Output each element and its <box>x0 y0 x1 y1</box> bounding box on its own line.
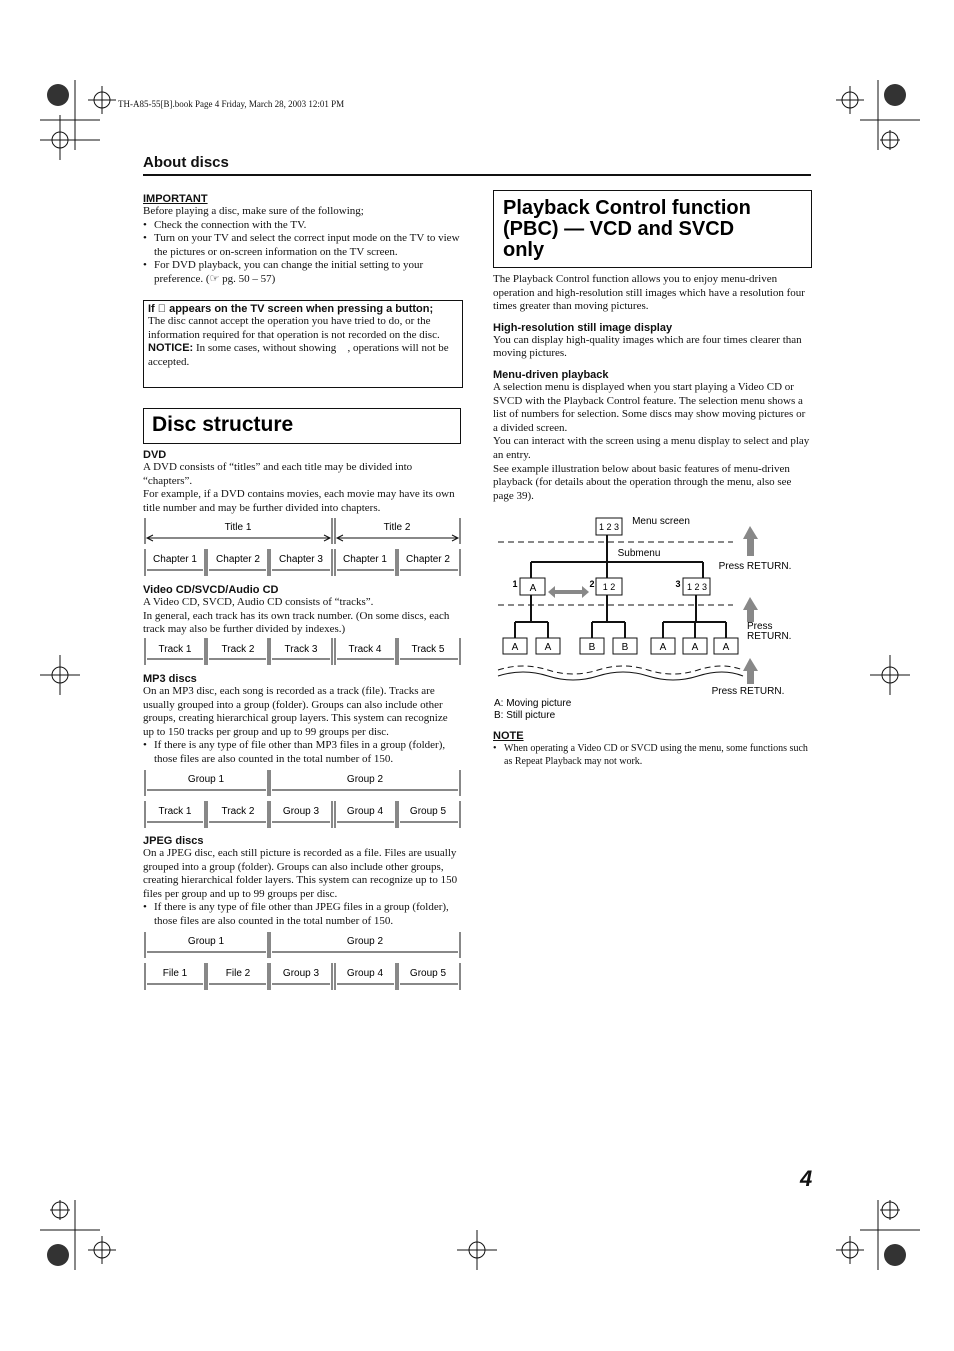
legend-a: A: Moving picture <box>494 698 572 709</box>
mp3-group-label: Group 1 <box>187 774 225 785</box>
jpeg-item-label: Group 5 <box>409 968 447 979</box>
dvd-p2: For example, if a DVD contains movies, each movie may have its own title number and may be further divided into chapters. <box>143 488 455 514</box>
note-text: • When operating a Video CD or SVCD using the menu, some functions such as Repeat Playback may not work. <box>504 742 811 768</box>
notice-label: NOTICE: <box>148 342 194 355</box>
vcd-track-label: Track 3 <box>284 644 318 655</box>
pbc-title-line: only <box>503 239 545 261</box>
jpeg-group-label: Group 2 <box>346 936 384 947</box>
submenu-digits: 1 2 <box>602 582 616 592</box>
menu-p3: See example illustration below about basic features of menu-driven playback (for details about the operation through the menu, also see page 39). <box>493 462 792 502</box>
menu-heading: Menu-driven playback <box>493 368 609 381</box>
press-return-label: Press <box>747 621 773 632</box>
page-number: 4 <box>800 1166 813 1191</box>
dvd-section <box>143 449 461 515</box>
jpeg-group-label: Group 1 <box>187 936 225 947</box>
vcd-track-label: Track 2 <box>221 644 255 655</box>
dvd-chapter-label: Chapter 2 <box>406 554 450 565</box>
note-section <box>493 730 811 768</box>
box-a-label: A <box>659 642 667 653</box>
vcd-track-label: Track 1 <box>158 644 192 655</box>
disc-structure-title-box <box>143 408 461 444</box>
dvd-chapter-label: Chapter 3 <box>279 554 323 565</box>
pbc-title-line: Playback Control function <box>503 197 751 219</box>
pbc-title-box <box>493 190 812 268</box>
mp3-item-label: Group 5 <box>409 806 447 817</box>
vcd-heading: Video CD/SVCD/Audio CD <box>143 584 279 596</box>
mp3-bullet: • If there is any type of file other than MP3 files in a group (folder), those files are also counted in the total number of 150. <box>154 739 461 766</box>
dvd-chapter-label: Chapter 2 <box>216 554 260 565</box>
mp3-heading: MP3 discs <box>143 673 197 685</box>
dvd-chapter-label: Chapter 1 <box>343 554 387 565</box>
important-heading: IMPORTANT <box>143 193 208 205</box>
hires-text: You can display high-quality images which are four times clearer than moving pictures. <box>493 333 802 360</box>
press-return-label: Press RETURN. <box>711 686 785 697</box>
box-b-label: B <box>588 642 596 653</box>
num-label: 1 <box>512 579 518 589</box>
num-label: 2 <box>589 579 595 589</box>
mp3-item-label: Group 3 <box>282 806 320 817</box>
file-info: TH-A85-55[B].book Page 4 Friday, March 28, 2003 12:01 PM <box>118 99 345 109</box>
num-label: 3 <box>675 579 681 589</box>
note-heading: NOTE <box>493 730 524 742</box>
box-b-label: B <box>621 642 629 653</box>
dvd-title-label: Title 1 <box>224 522 252 533</box>
pbc-title-line: (PBC) — VCD and SVCD <box>503 218 735 240</box>
notice-text: In some cases, without showing ⃠, operations will not be accepted. <box>148 342 449 368</box>
jpeg-heading: JPEG discs <box>143 835 204 847</box>
jpeg-item-label: File 1 <box>162 968 188 979</box>
vcd-section <box>143 584 461 637</box>
hires-heading: High-resolution still image display <box>493 321 673 334</box>
menu-screen-digits: 1 2 3 <box>598 522 620 532</box>
notice-box-title: If ⃠ appears on the TV screen when pressing a button; <box>148 303 434 315</box>
menu-screen-label: Menu screen <box>632 516 690 527</box>
important-item: • Turn on your TV and select the correct input mode on the TV to view the pictures or on-screen information on the TV screen. <box>154 232 461 259</box>
mp3-structure-diagram <box>143 770 463 830</box>
dvd-p1: A DVD consists of “titles” and each title may be divided into “chapters”. <box>143 461 413 487</box>
important-section <box>143 193 461 287</box>
vcd-track-label: Track 4 <box>348 644 382 655</box>
box-a-label: A <box>511 642 519 653</box>
vcd-structure-diagram <box>143 638 463 668</box>
jpeg-item-label: Group 4 <box>346 968 384 979</box>
box-a-label: A <box>544 642 552 653</box>
jpeg-item-label: Group 3 <box>282 968 320 979</box>
pbc-text <box>493 273 811 503</box>
pbc-intro: The Playback Control function allows you to enjoy menu-driven operation and high-resolution still images which have a resolution four times greater than moving pictures. <box>493 273 805 313</box>
jpeg-p1: On a JPEG disc, each still picture is recorded as a file. Files are usually grouped into a group (folder). Groups can also include other groups, creating hierarchical folder layers. This system can recognize up to 150 files per group and up to 99 groups per disc. <box>143 847 458 900</box>
vcd-track-label: Track 5 <box>411 644 445 655</box>
mp3-item-label: Track 2 <box>221 806 255 817</box>
notice-box-body: The disc cannot accept the operation you have tried to do, or the information required for that operation is not recorded on the disc. <box>148 315 440 341</box>
header-rule <box>143 174 811 176</box>
dvd-chapter-label: Chapter 1 <box>153 554 197 565</box>
jpeg-bullet: • If there is any type of file other than JPEG files in a group (folder), those files are also counted in the total number of 150. <box>154 901 461 928</box>
jpeg-section <box>143 835 461 929</box>
box-a-label: A <box>722 642 730 653</box>
pbc-diagram <box>493 512 811 722</box>
section-title: About discs <box>143 154 229 171</box>
important-intro: Before playing a disc, make sure of the following; <box>143 205 364 217</box>
mp3-item-label: Group 4 <box>346 806 384 817</box>
box-a-label: A <box>529 583 537 594</box>
jpeg-structure-diagram <box>143 932 463 992</box>
mp3-item-label: Track 1 <box>158 806 192 817</box>
vcd-p1: A Video CD, SVCD, Audio CD consists of “tracks”. <box>143 596 374 608</box>
notice-box <box>143 300 463 388</box>
jpeg-item-label: File 2 <box>225 968 251 979</box>
mp3-section <box>143 673 461 767</box>
menu-p2: You can interact with the screen using a menu display to select and play an entry. <box>493 435 810 461</box>
dvd-title-label: Title 2 <box>383 522 411 533</box>
submenu-digits: 1 2 3 <box>686 582 708 592</box>
dvd-heading: DVD <box>143 449 167 461</box>
submenu-label: Submenu <box>617 548 661 559</box>
mp3-p1: On an MP3 disc, each song is recorded as a track (file). Tracks are usually grouped into a group (folder). Groups can also include other groups, creating hierarchical group layers. This system can recognize up to 150 tracks per group and up to 99 groups per disc. <box>143 685 448 738</box>
important-item: • For DVD playback, you can change the initial setting to your preference. (☞ pg. 50 – 57) <box>154 259 461 286</box>
disc-structure-title: Disc structure <box>152 413 294 436</box>
legend-b: B: Still picture <box>494 710 556 721</box>
menu-p1: A selection menu is displayed when you start playing a Video CD or SVCD with the Playback Control feature. The selection menu shows a list of numbers for selection. Some discs may show moving pictures or a divided screen. <box>493 380 806 434</box>
press-return-label: RETURN. <box>747 631 792 642</box>
dvd-structure-diagram <box>143 518 463 580</box>
box-a-label: A <box>691 642 699 653</box>
important-item: • Check the connection with the TV. <box>154 219 461 233</box>
vcd-p2: In general, each track has its own track number. (On some discs, each track may also be further divided by indexes.) <box>143 609 450 636</box>
press-return-label: Press RETURN. <box>718 561 792 572</box>
mp3-group-label: Group 2 <box>346 774 384 785</box>
